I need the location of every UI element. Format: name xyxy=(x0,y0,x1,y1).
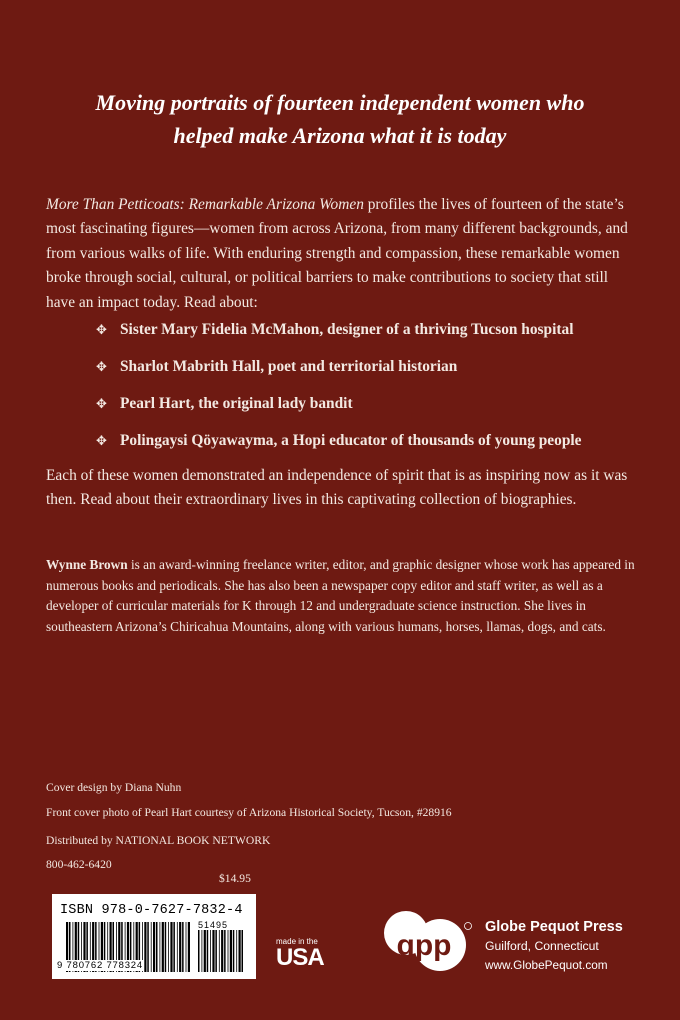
addon-barcode-bars-icon xyxy=(198,930,244,972)
usa-text: USA xyxy=(276,944,324,971)
intro-text: profiles the lives of fourteen of the state’s most fascinating figures—women from across Arizona, from many different backgrounds, and from various walks of life. With enduring strength and compassion, these remarkable women broke through social, cultural, or political barriers to make contributions to society that still have an impact today. Read about: xyxy=(46,196,628,311)
list-item-text: Sharlot Mabrith Hall, poet and territorial historian xyxy=(120,358,458,375)
cover-design-credit: Cover design by Diana Nuhn xyxy=(46,781,182,794)
publisher-city: Guilford, Connecticut xyxy=(485,939,599,953)
subject-list xyxy=(96,320,636,468)
author-name: Wynne Brown xyxy=(46,557,128,572)
barcode-digits: 9 780762 778324 xyxy=(57,960,143,971)
publisher-url: www.GlobePequot.com xyxy=(485,958,608,972)
list-item-text: Sister Mary Fidelia McMahon, designer of a thriving Tucson hospital xyxy=(120,321,574,338)
isbn-label: ISBN 978-0-7627-7832-4 xyxy=(60,903,243,918)
isbn-barcode xyxy=(52,894,256,979)
ornament-icon: ✥ xyxy=(96,322,107,337)
addon-digits: 51495 xyxy=(198,920,229,930)
closing-paragraph: Each of these women demonstrated an independence of spirit that is as inspiring now as it was then. Read about their extraordinary lives in this captivating collection of biographies. xyxy=(46,467,628,509)
gpp-logo-icon xyxy=(380,905,472,981)
tagline-line-2: helped make Arizona what it is today xyxy=(173,123,507,148)
gpp-logo-text: gpp xyxy=(396,929,452,962)
distributor: Distributed by NATIONAL BOOK NETWORK xyxy=(46,834,271,847)
tagline xyxy=(40,86,640,152)
list-item xyxy=(96,431,636,451)
book-title: More Than Petticoats: Remarkable Arizona Women xyxy=(46,196,364,213)
list-item xyxy=(96,394,636,414)
ornament-icon: ✥ xyxy=(96,396,107,411)
publisher-info xyxy=(485,917,623,975)
credits xyxy=(46,775,646,825)
publisher-name: Globe Pequot Press xyxy=(485,919,623,935)
list-item xyxy=(96,320,636,340)
ornament-icon: ✥ xyxy=(96,433,107,448)
price: $14.95 xyxy=(219,872,251,885)
distributor-phone: 800-462-6420 xyxy=(46,858,112,871)
made-in-usa-logo xyxy=(276,937,330,970)
tagline-line-1: Moving portraits of fourteen independent women who xyxy=(95,90,585,115)
ornament-icon: ✥ xyxy=(96,359,107,374)
list-item-text: Polingaysi Qöyawayma, a Hopi educator of thousands of young people xyxy=(120,432,582,449)
author-bio-text: is an award-winning freelance writer, editor, and graphic designer whose work has appeared in numerous books and periodicals. She has also been a newspaper copy editor and staff writer, as well as a developer of curricular materials for K through 12 and undergraduate science instruction. She lives in southeastern Arizona’s Chiricahua Mountains, along with various humans, horses, llamas, dogs, and cats. xyxy=(46,557,635,634)
author-bio xyxy=(46,555,638,637)
made-in-text: made in the xyxy=(276,937,318,946)
list-item-text: Pearl Hart, the original lady bandit xyxy=(120,395,353,412)
distribution-info xyxy=(46,829,446,877)
photo-credit: Front cover photo of Pearl Hart courtesy of Arizona Historical Society, Tucson, #28916 xyxy=(46,806,452,819)
intro-paragraph xyxy=(46,193,634,315)
list-item xyxy=(96,357,636,377)
